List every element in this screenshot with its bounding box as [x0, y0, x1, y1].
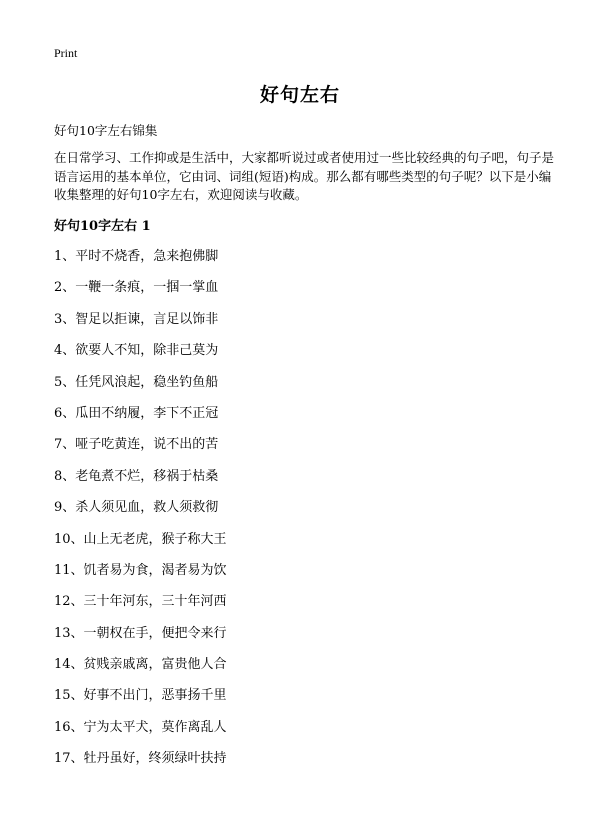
list-item: 6、瓜田不纳履，李下不正冠 [54, 405, 219, 421]
print-link[interactable]: Print [54, 46, 78, 60]
list-item: 17、牡丹虽好，终须绿叶扶持 [54, 751, 227, 767]
intro-paragraph: 在日常学习、工作抑或是生活中，大家都听说过或者使用过一些比较经典的句子吧，句子是语言运用的基本单位，它由词、词组(短语)构成。那么都有哪些类型的句子呢？以下是小编收集整理的好句10字左右，欢迎阅读与收藏。 [54, 150, 555, 202]
list-item: 2、一鞭一条痕，一掴一掌血 [54, 280, 219, 296]
sentence-list [54, 248, 227, 782]
list-item: 16、宁为太平犬，莫作离乱人 [54, 719, 227, 735]
list-item: 7、哑子吃黄连，说不出的苦 [54, 437, 219, 453]
list-item: 3、智足以拒谏，言足以饰非 [54, 311, 219, 327]
section-heading: 好句10字左右 1 [54, 219, 151, 234]
page-title: 好句左右 [259, 84, 340, 106]
list-item: 11、饥者易为食，渴者易为饮 [54, 562, 227, 578]
list-item: 8、老龟煮不烂，移祸于枯桑 [54, 468, 219, 484]
list-item: 13、一朝权在手，便把令来行 [54, 625, 227, 641]
list-item: 14、贫贱亲戚离，富贵他人合 [54, 657, 227, 673]
list-item: 5、任凭风浪起，稳坐钓鱼船 [54, 374, 219, 390]
article-subtitle: 好句10字左右锦集 [54, 123, 158, 138]
list-item: 4、欲要人不知，除非己莫为 [54, 343, 219, 359]
list-item: 9、杀人须见血，救人须救彻 [54, 500, 219, 516]
list-item: 1、平时不烧香，急来抱佛脚 [54, 249, 219, 264]
list-item: 10、山上无老虎，猴子称大王 [54, 531, 227, 547]
list-item: 12、三十年河东，三十年河西 [54, 594, 227, 610]
list-item: 15、好事不出门，恶事扬千里 [54, 688, 227, 704]
